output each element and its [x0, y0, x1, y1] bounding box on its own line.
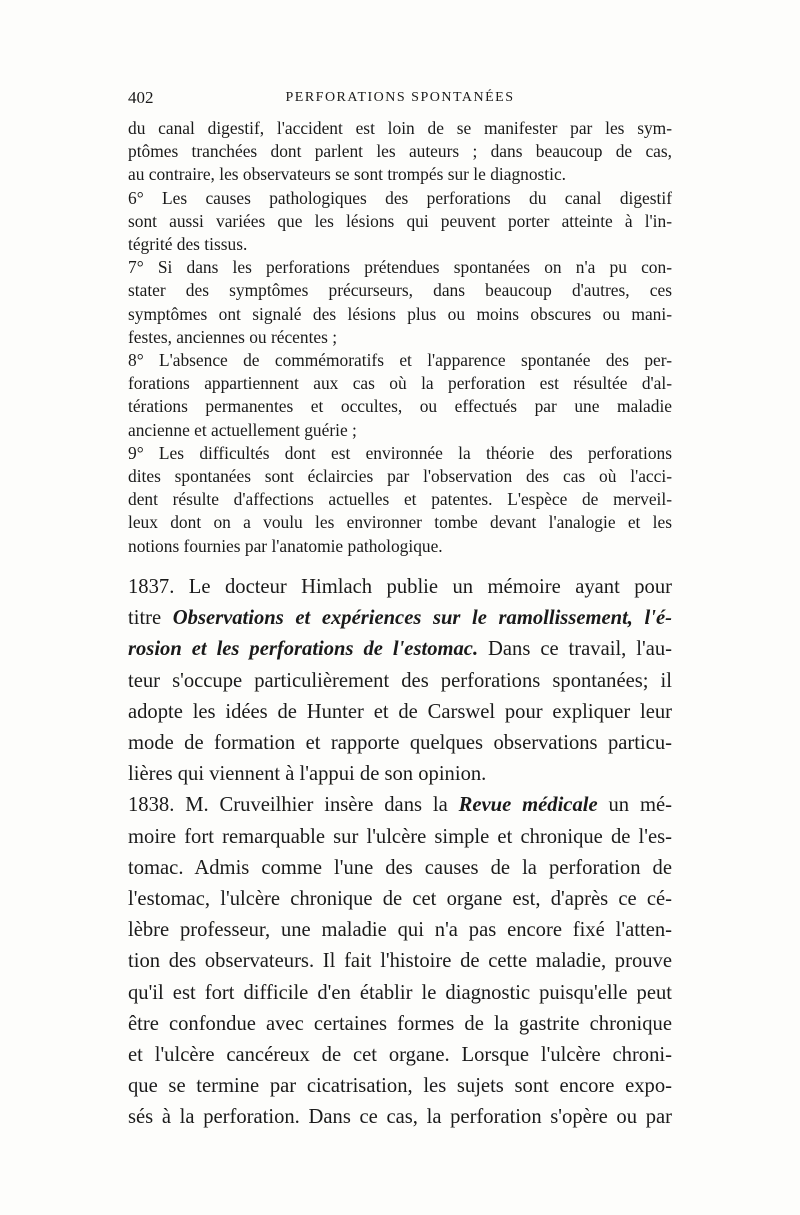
text-line: sés à la perforation. Dans ce cas, la perforation s'opère ou par	[128, 1106, 672, 1129]
text-fragment: Dans ce travail, l'au-	[478, 638, 672, 661]
text-line: notions fournies par l'anatomie pathologique.	[128, 535, 443, 556]
text-line: être confondue avec certaines formes de la gastrite chronique	[128, 1012, 672, 1035]
text-line: térations permanentes et occultes, ou effectués par une maladie	[128, 396, 672, 417]
text-line: que se termine par cicatrisation, les sujets sont encore expo-	[128, 1075, 672, 1098]
paragraph-1837	[128, 572, 672, 790]
text-line: qu'il est fort difficile d'en établir le diagnostic puisqu'elle peut	[128, 981, 672, 1004]
text-line: symptômes ont signalé des lésions plus ou moins obscures ou mani-	[128, 303, 672, 324]
text-line: ancienne et actuellement guérie ;	[128, 419, 357, 440]
text-line: mode de formation et rapporte quelques observations particu-	[128, 732, 672, 755]
text-line: lières qui viennent à l'appui de son opinion.	[128, 763, 487, 786]
text-line: adopte les idées de Hunter et de Carswel pour expliquer leur	[128, 700, 672, 723]
text-fragment: un mé-	[597, 794, 672, 817]
text-line: au contraire, les observateurs se sont trompés sur le diagnostic.	[128, 164, 567, 185]
text-line: du canal digestif, l'accident est loin de se manifester par les sym-	[128, 118, 672, 138]
text-line: dent résulte d'affections actuelles et patentes. L'espèce de merveil-	[128, 489, 672, 510]
text-line: forations appartiennent aux cas où la perforation est résultée d'al-	[128, 373, 672, 394]
text-line: 7° Si dans les perforations prétendues spontanées on n'a pu con-	[128, 257, 672, 278]
paragraph-1838	[128, 790, 672, 1133]
journal-title: Revue médicale	[458, 794, 598, 817]
text-line: l'estomac, l'ulcère chronique de cet organe est, d'après ce cé-	[128, 888, 672, 911]
text-line: dites spontanées sont éclaircies par l'observation des cas où l'acci-	[128, 466, 672, 487]
text-line: 9° Les difficultés dont est environnée la théorie des perforations	[128, 442, 672, 463]
page-number: 402	[128, 88, 154, 107]
text-line: 6° Les causes pathologiques des perforations du canal digestif	[128, 187, 672, 208]
text-line: tion des observateurs. Il fait l'histoire de cette maladie, prouve	[128, 950, 672, 973]
text-line: tomac. Admis comme l'une des causes de la perforation de	[128, 856, 672, 879]
text-line: festes, anciennes ou récentes ;	[128, 326, 338, 347]
text-line: tégrité des tissus.	[128, 234, 248, 255]
running-title: PERFORATIONS SPONTANÉES	[285, 90, 515, 105]
text-line	[128, 603, 672, 634]
text-line: ptômes tranchées dont parlent les auteurs ; dans beaucoup de cas,	[128, 141, 672, 162]
text-line: stater des symptômes précurseurs, dans beaucoup d'autres, ces	[128, 280, 672, 301]
text-line: lèbre professeur, une maladie qui n'a pas encore fixé l'atten-	[128, 919, 672, 942]
text-fragment: titre	[128, 607, 173, 630]
text-fragment: 1838. M. Cruveilhier insère dans la	[128, 794, 459, 817]
work-title: Observations et expériences sur le ramollissement, l'é-	[172, 607, 672, 630]
text-line: moire fort remarquable sur l'ulcère simple et chronique de l'es-	[128, 825, 672, 848]
text-line: 8° L'absence de commémoratifs et l'apparence spontanée des per-	[128, 350, 672, 371]
text-line: 1837. Le docteur Himlach publie un mémoire ayant pour	[128, 576, 672, 598]
chronology-section	[128, 572, 672, 1134]
text-line: leux dont on a voulu les environner tombe devant l'analogie et les	[128, 512, 672, 533]
page-header	[128, 88, 672, 114]
numbered-conclusions	[128, 117, 672, 558]
text-line: et l'ulcère cancéreux de cet organe. Lorsque l'ulcère chroni-	[128, 1044, 672, 1067]
text-line: sont aussi variées que les lésions qui peuvent porter atteinte à l'in-	[128, 210, 672, 231]
text-line	[128, 790, 672, 821]
text-line	[128, 634, 672, 665]
text-line: teur s'occupe particulièrement des perforations spontanées; il	[128, 669, 672, 692]
work-title: rosion et les perforations de l'estomac.	[128, 638, 479, 661]
